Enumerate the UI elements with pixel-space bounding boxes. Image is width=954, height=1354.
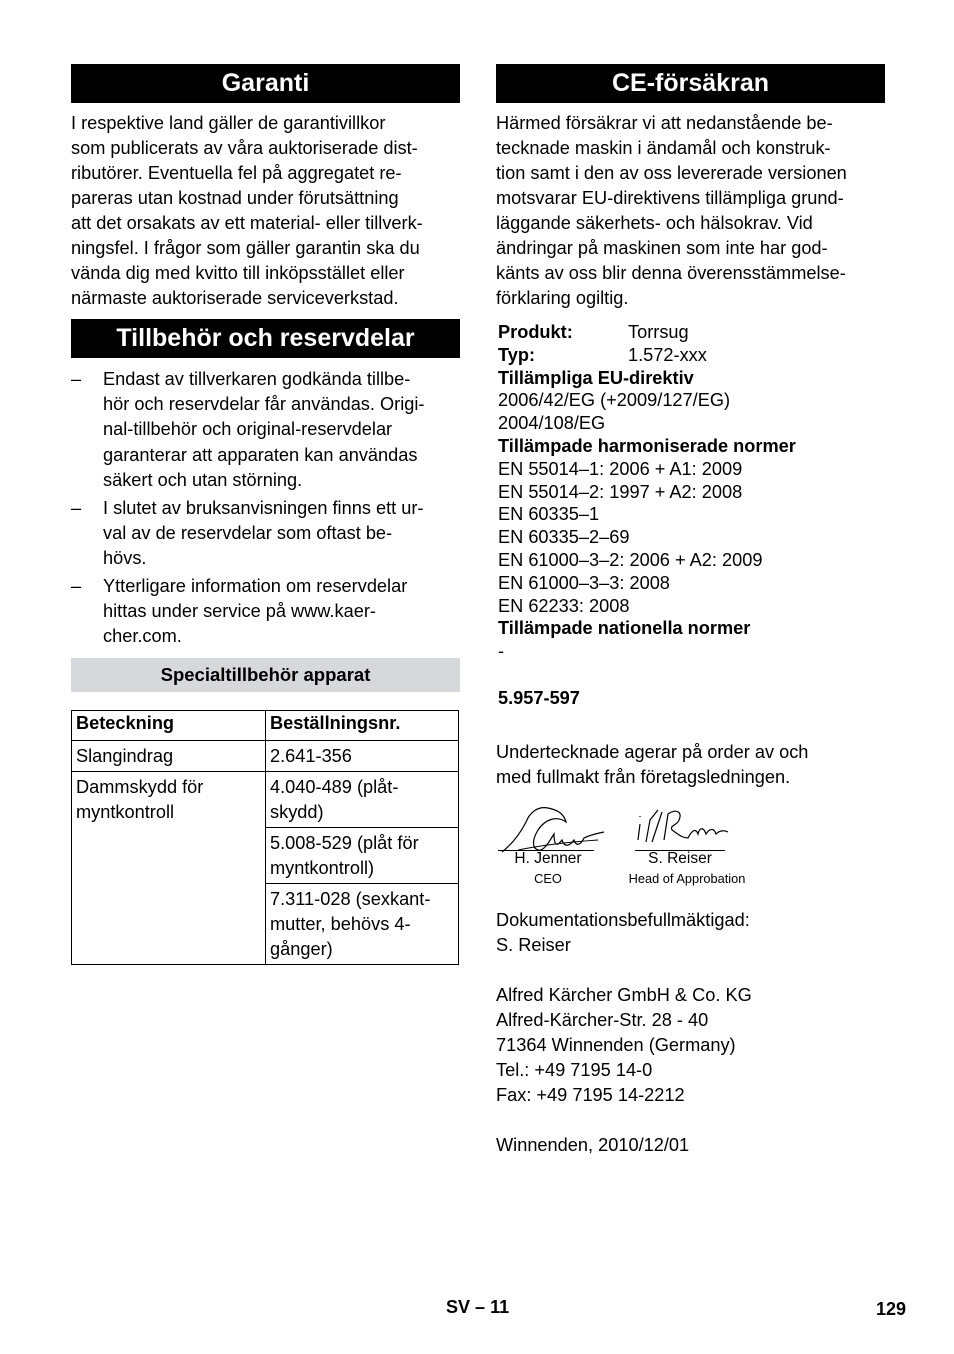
national-label: Tillämpade nationella normer (498, 618, 751, 639)
dash-marker: – (71, 575, 82, 596)
list-item: – Endast av tillverkaren godkända tillbe- hör och reservdelar får användas. Origi- nal-tillbehör och original-reservdelar garanterar att apparaten kan användas säkert och utan störning. (71, 369, 425, 490)
signatory-title: Head of Approbation (628, 870, 746, 886)
directive-item: 2004/108/EG (498, 413, 606, 434)
signatory-name: S. Reiser (648, 849, 712, 867)
standard-item: EN 61000–3–3: 2008 (498, 572, 670, 593)
product-spec (496, 321, 885, 710)
type-row: Typ: 1.572-xxx (498, 344, 707, 365)
accessories-list (71, 367, 460, 649)
section-page-label: SV – 11 (446, 1297, 510, 1317)
authorized-representative: Dokumentationsbefullmäktigad: S. Reiser (496, 909, 750, 955)
standard-item: EN 60335–1 (498, 504, 600, 525)
table-header-row (72, 711, 459, 741)
company-address: Alfred Kärcher GmbH & Co. KG Alfred-Kärcher-Str. 28 - 40 71364 Winnenden (Germany) Tel.: +49 7195 14-0 Fax: +49 7195 14-2212 (496, 984, 752, 1105)
list-item: – I slutet av bruksanvisningen finns ett ur- val av de reservdelar som oftast be- hövs. (71, 497, 424, 569)
accessories-heading: Tillbehör och reservdelar (71, 319, 460, 358)
dash-marker: – (71, 369, 82, 389)
special-accessories-table (71, 710, 459, 965)
ce-heading: CE-försäkran (496, 64, 885, 103)
col-designation-header: Beteckning (72, 711, 266, 741)
warranty-text: I respektive land gäller de garantivillkor som publicerats av våra auktoriserade dist- ributörer. Eventuella fel på aggregatet re- pareras utan kostnad under förutsättning att det orsakats av ett material- eller tillverk- ningsfel. I frågor som gäller garantin ska du vända dig med kvitto till inköpsstället eller närmaste auktoriserade serviceverkstad. (71, 113, 423, 308)
page-number: 129 (876, 1299, 907, 1319)
order-no-cell: 7.311-028 (sexkant- mutter, behövs 4- gånger) (266, 884, 459, 965)
standard-item: EN 55014–1: 2006 + A1: 2009 (498, 458, 743, 479)
list-item: – Ytterligare information om reservdelar hittas under service på www.kaer- cher.com. (71, 575, 408, 647)
standard-item: EN 62233: 2008 (498, 595, 630, 616)
special-accessories-heading: Specialtillbehör apparat (71, 658, 460, 692)
signature-block (496, 800, 885, 900)
standard-item: EN 55014–2: 1997 + A2: 2008 (498, 481, 743, 502)
designation-cell: Dammskydd för myntkontroll (72, 772, 266, 965)
order-no-cell: 2.641-356 (266, 741, 459, 772)
document-number: 5.957-597 (498, 687, 580, 708)
harmonised-label: Tillämpade harmoniserade normer (498, 435, 796, 456)
standard-item: EN 61000–3–2: 2006 + A2: 2009 (498, 549, 763, 570)
national-value: - (498, 641, 505, 662)
directive-item: 2006/42/EG (+2009/127/EG) (498, 390, 731, 411)
left-column (71, 64, 460, 965)
table-row (72, 741, 459, 772)
directives-label: Tillämpliga EU-direktiv (498, 367, 694, 388)
col-order-no-header: Beställningsnr. (266, 711, 459, 741)
signatory-title: CEO (534, 870, 562, 886)
product-row: Produkt: Torrsug (498, 322, 689, 342)
place-date: Winnenden, 2010/12/01 (496, 1134, 690, 1155)
standard-item: EN 60335–2–69 (498, 527, 630, 548)
ce-text: Härmed försäkrar vi att nedanstående be- tecknade maskin i ändamål och konstruk- tion samt i den av oss levererade versionen motsvarar EU-direktivens tillämpliga grund- läggande säkerhets- och hälsokrav. Vid ändringar på maskinen som inte har god- känts av oss blir denna överensstämmelse- förklaring ogiltig. (496, 113, 847, 308)
signature-reiser-image (634, 804, 730, 850)
table-row (72, 772, 459, 828)
right-column (496, 64, 885, 1158)
signed-text: Undertecknade agerar på order av och med fullmakt från företagsledningen. (496, 741, 809, 787)
order-no-cell: 4.040-489 (plåt- skydd) (266, 772, 459, 828)
order-no-cell: 5.008-529 (plåt för myntkontroll) (266, 828, 459, 884)
dash-marker: – (71, 497, 82, 518)
warranty-heading: Garanti (71, 64, 460, 103)
designation-cell: Slangindrag (72, 741, 266, 772)
signatory-name: H. Jenner (514, 849, 582, 867)
